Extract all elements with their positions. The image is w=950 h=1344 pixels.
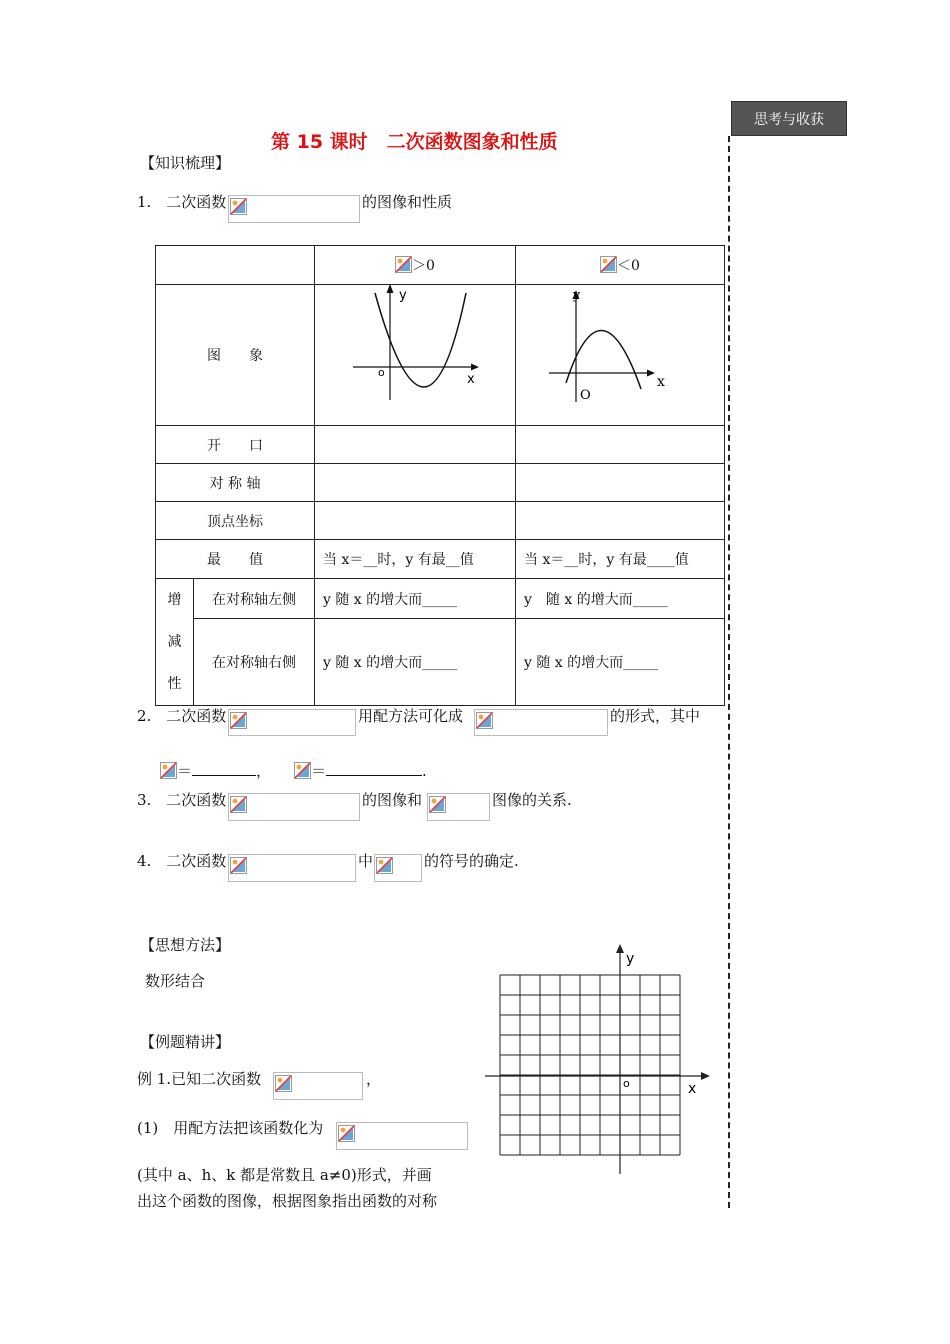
origin-label: o xyxy=(623,1077,630,1090)
item2-prefix: 2. 二次函数 xyxy=(137,707,227,725)
origin-label: o xyxy=(378,366,385,379)
row-opening-label: 开 口 xyxy=(156,426,315,464)
item2-mid: 用配方法可化成 xyxy=(358,707,464,725)
formula-image xyxy=(336,1122,468,1150)
formula-image xyxy=(228,854,356,882)
row-right-label: 在对称轴右侧 xyxy=(194,619,315,706)
axis-a-positive xyxy=(315,464,516,502)
header-a-positive: ＞0 xyxy=(315,246,516,285)
example1-prefix: 例 1.已知二次函数 xyxy=(137,1070,262,1088)
broken-image-icon xyxy=(429,796,446,813)
extreme-a-positive: 当 x＝__时，y 有最__值 xyxy=(315,540,516,579)
sidebar-header: 思考与收获 xyxy=(731,101,847,136)
broken-image-icon xyxy=(294,762,311,779)
thinking-body: 数形结合 xyxy=(145,972,206,990)
graph-a-negative xyxy=(516,285,725,426)
sidebar-divider xyxy=(728,136,730,1208)
item1-suffix: 的图像和性质 xyxy=(362,193,453,211)
properties-table xyxy=(155,245,725,706)
section-knowledge: 【知识梳理】 xyxy=(140,154,231,172)
coordinate-grid xyxy=(480,940,720,1180)
item4-prefix: 4. 二次函数 xyxy=(137,852,227,870)
item1-prefix: 1. 二次函数 xyxy=(137,193,227,211)
y-axis-label: y xyxy=(399,288,407,303)
graph-a-positive xyxy=(315,285,516,426)
header-a-negative: ＜0 xyxy=(516,246,725,285)
upward-parabola-graph xyxy=(315,285,515,421)
left-a-positive: y 随 x 的增大而_____ xyxy=(315,579,516,619)
x-axis-label: x xyxy=(657,374,665,390)
right-a-negative: y 随 x 的增大而_____ xyxy=(516,619,725,706)
x-axis-label: x xyxy=(467,372,475,387)
section-thinking: 【思想方法】 xyxy=(140,936,231,954)
broken-image-icon xyxy=(160,762,177,779)
right-a-positive: y 随 x 的增大而_____ xyxy=(315,619,516,706)
item4-suffix: 的符号的确定. xyxy=(424,852,519,870)
item3-mid: 的图像和 xyxy=(362,791,423,809)
left-a-negative: y 随 x 的增大而_____ xyxy=(516,579,725,619)
example1-suffix: ， xyxy=(366,1070,382,1088)
opening-a-negative xyxy=(516,426,725,464)
item3-suffix: 图像的关系. xyxy=(492,791,572,809)
broken-image-icon xyxy=(230,198,247,215)
broken-image-icon xyxy=(476,712,493,729)
extreme-a-negative: 当 x＝__时，y 有最____值 xyxy=(516,540,725,579)
broken-image-icon xyxy=(230,857,247,874)
row-axis-label: 对 称 轴 xyxy=(156,464,315,502)
vertex-a-positive xyxy=(315,502,516,540)
formula-image xyxy=(273,1072,363,1100)
broken-image-icon xyxy=(338,1125,355,1142)
section-examples: 【例题精讲】 xyxy=(140,1033,231,1051)
example1-part1: (1) 用配方法把该函数化为 xyxy=(137,1119,324,1137)
broken-image-icon xyxy=(376,857,393,874)
broken-image-icon xyxy=(230,796,247,813)
formula-image xyxy=(228,793,360,821)
formula-image xyxy=(374,854,422,882)
formula-image xyxy=(474,709,608,736)
item2-suffix: 的形式，其中 xyxy=(610,707,701,725)
y-axis-label: y xyxy=(626,951,635,967)
row-left-label: 在对称轴左侧 xyxy=(194,579,315,619)
item2-blanks-2: ＝ . xyxy=(294,760,427,781)
broken-image-icon xyxy=(395,256,412,273)
opening-a-positive xyxy=(315,426,516,464)
broken-image-icon xyxy=(230,712,247,729)
item2-blanks: ＝ ， xyxy=(160,760,271,781)
y-axis-label: y xyxy=(573,288,581,303)
example1-text-1: (其中 a、h、k 都是常数且 a≠0)形式，并画 xyxy=(137,1166,432,1184)
formula-image xyxy=(427,793,490,821)
table-corner xyxy=(156,246,315,285)
item3-prefix: 3. 二次函数 xyxy=(137,791,227,809)
row-monotonic-label: 增 减 性 xyxy=(156,579,194,706)
broken-image-icon xyxy=(600,256,617,273)
vertex-a-negative xyxy=(516,502,725,540)
page-title: 第 15 课时 二次函数图象和性质 xyxy=(271,131,558,153)
axis-a-negative xyxy=(516,464,725,502)
downward-parabola-graph xyxy=(516,285,724,421)
row-graph-label: 图 象 xyxy=(156,285,315,426)
broken-image-icon xyxy=(275,1075,292,1092)
blank-line xyxy=(192,775,256,776)
item4-mid: 中 xyxy=(358,852,374,870)
row-extreme-label: 最 值 xyxy=(156,540,315,579)
x-axis-label: x xyxy=(688,1081,697,1097)
row-vertex-label: 顶点坐标 xyxy=(156,502,315,540)
example1-text-2: 出这个函数的图像，根据图象指出函数的对称 xyxy=(137,1192,438,1210)
origin-label: O xyxy=(580,388,591,403)
formula-image xyxy=(228,195,360,223)
blank-line xyxy=(326,775,422,776)
formula-image xyxy=(228,709,356,736)
